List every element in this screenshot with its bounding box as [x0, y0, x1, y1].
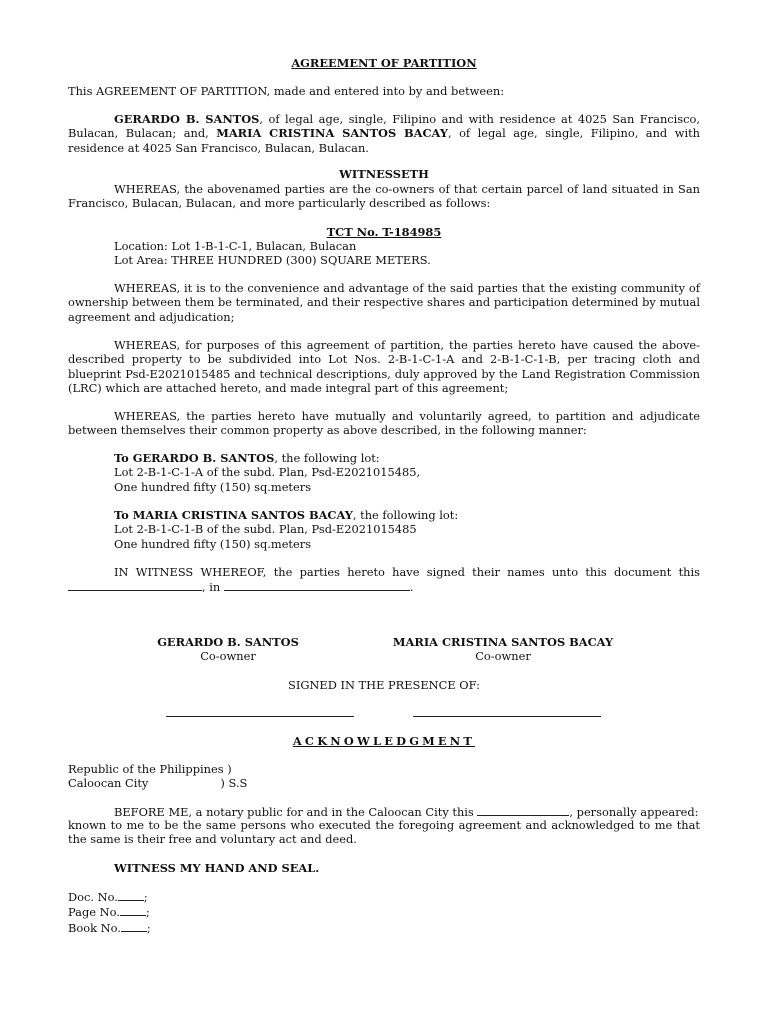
whereas-paragraph-4: WHEREAS, the parties hereto have mutually and voluntarily agreed, to partition and adjudicate between themselves their common property as above described, in the following manner: — [68, 409, 700, 438]
property-location: Location: Lot 1-B-1-C-1, Bulacan, Bulacan — [114, 239, 357, 253]
lot2-line-1: Lot 2-B-1-C-1-B of the subd. Plan, Psd-E2021015485 — [114, 522, 417, 537]
venue-country: Republic of the Philippines ) — [68, 762, 232, 776]
parties-paragraph — [68, 112, 700, 155]
witness-whereof-line-1: IN WITNESS WHEREOF, the parties hereto have signed their names unto this document this — [114, 565, 700, 579]
book-no-label: Book No. — [68, 920, 121, 935]
whereas-paragraph-2: WHEREAS, it is to the convenience and advantage of the said parties that the existing community of ownership between them be terminated, and their respective shares and participation determined by mutual agreement and adjudication; — [68, 281, 700, 324]
signed-presence-heading: SIGNED IN THE PRESENCE OF: — [288, 678, 480, 692]
lot1-line-2: One hundred fifty (150) sq.meters — [114, 479, 312, 494]
signatory-2-name: MARIA CRISTINA SANTOS BACAY — [392, 635, 614, 649]
notarial-register — [68, 889, 700, 935]
lot2-heading-name: To MARIA CRISTINA SANTOS BACAY — [114, 508, 353, 522]
whereas-paragraph-3: WHEREAS, for purposes of this agreement of partition, the parties hereto have caused the above-described property to be subdivided into Lot Nos. 2-B-1-C-1-A and 2-B-1-C-1-B, per tracing cloth and blueprint Psd-E2021015485 and technical descriptions, duly approved by the Land Registration Commission (LRC) which are attached hereto, and made integral part of this agreement; — [68, 338, 700, 396]
book-no-semicolon: ; — [146, 920, 151, 935]
book-no-blank — [121, 920, 147, 932]
witness-whereof-period: . — [409, 580, 414, 594]
page-no-semicolon: ; — [145, 905, 150, 920]
property-lot-area: Lot Area: THREE HUNDRED (300) SQUARE METERS. — [114, 253, 431, 268]
witness-2-signature-line — [413, 716, 601, 717]
notary-date-blank — [477, 804, 569, 816]
venue-ss: ) S.S — [220, 776, 248, 791]
intro-paragraph: This AGREEMENT OF PARTITION, made and entered into by and between: — [68, 84, 505, 98]
page-no-label: Page No. — [68, 905, 120, 920]
signatory-1-name: GERARDO B. SANTOS — [157, 635, 299, 649]
witness-whereof-in: , in — [202, 580, 224, 594]
lot1-line-1: Lot 2-B-1-C-1-A of the subd. Plan, Psd-E2021015485, — [114, 465, 421, 480]
lot1-heading-rest: , the following lot: — [274, 451, 380, 465]
lot-allocation-2 — [114, 508, 458, 551]
before-me-text-b: , personally appeared: — [569, 805, 699, 819]
lot2-line-2: One hundred fifty (150) sq.meters — [114, 536, 312, 551]
lot-allocation-1 — [114, 451, 420, 494]
doc-no-semicolon: ; — [143, 890, 148, 904]
lot1-heading-name: To GERARDO B. SANTOS — [114, 451, 275, 465]
party2-name: MARIA CRISTINA SANTOS BACAY — [216, 126, 448, 141]
doc-no-label: Doc. No. — [68, 890, 118, 904]
property-description — [114, 239, 431, 268]
witness-hand-seal: WITNESS MY HAND AND SEAL. — [114, 861, 320, 875]
doc-no-blank — [118, 889, 144, 901]
page-no-blank — [120, 904, 146, 916]
acknowledgment-heading: ACKNOWLEDGMENT — [292, 734, 476, 748]
before-me-text-a: BEFORE ME, a notary public for and in the Caloocan City this — [114, 805, 478, 819]
place-blank — [224, 579, 410, 591]
signatory-1-role: Co-owner — [200, 649, 256, 663]
date-blank — [68, 579, 202, 591]
party1-description: , of legal age, single, Filipino and with residence at 4025 San Francisco, Bulacan, Bulacan; and, — [68, 112, 701, 141]
before-me-continuation: known to me to be the same persons who executed the foregoing agreement and acknowledged to me that the same is their free and voluntary act and deed. — [68, 818, 700, 847]
tct-number: TCT No. T-184985 — [326, 225, 442, 239]
whereas-paragraph-1: WHEREAS, the abovenamed parties are the co-owners of that certain parcel of land situated in San Francisco, Bulacan, Bulacan, and more particularly described as follows: — [68, 182, 700, 211]
venue-block — [68, 762, 700, 791]
lot2-heading-rest: , the following lot: — [352, 508, 459, 522]
witness-whereof-line-2 — [68, 579, 700, 594]
venue-city: Caloocan City — [68, 776, 149, 791]
party1-name: GERARDO B. SANTOS — [114, 112, 260, 126]
witnesseth-heading: WITNESSETH — [339, 167, 429, 181]
party2-description: , of legal age, single, Filipino, and with residence at 4025 San Francisco, Bulacan, Bulacan. — [68, 126, 700, 155]
signatory-2-role: Co-owner — [475, 649, 531, 663]
witness-1-signature-line — [166, 716, 354, 717]
document-title: AGREEMENT OF PARTITION — [291, 56, 477, 70]
